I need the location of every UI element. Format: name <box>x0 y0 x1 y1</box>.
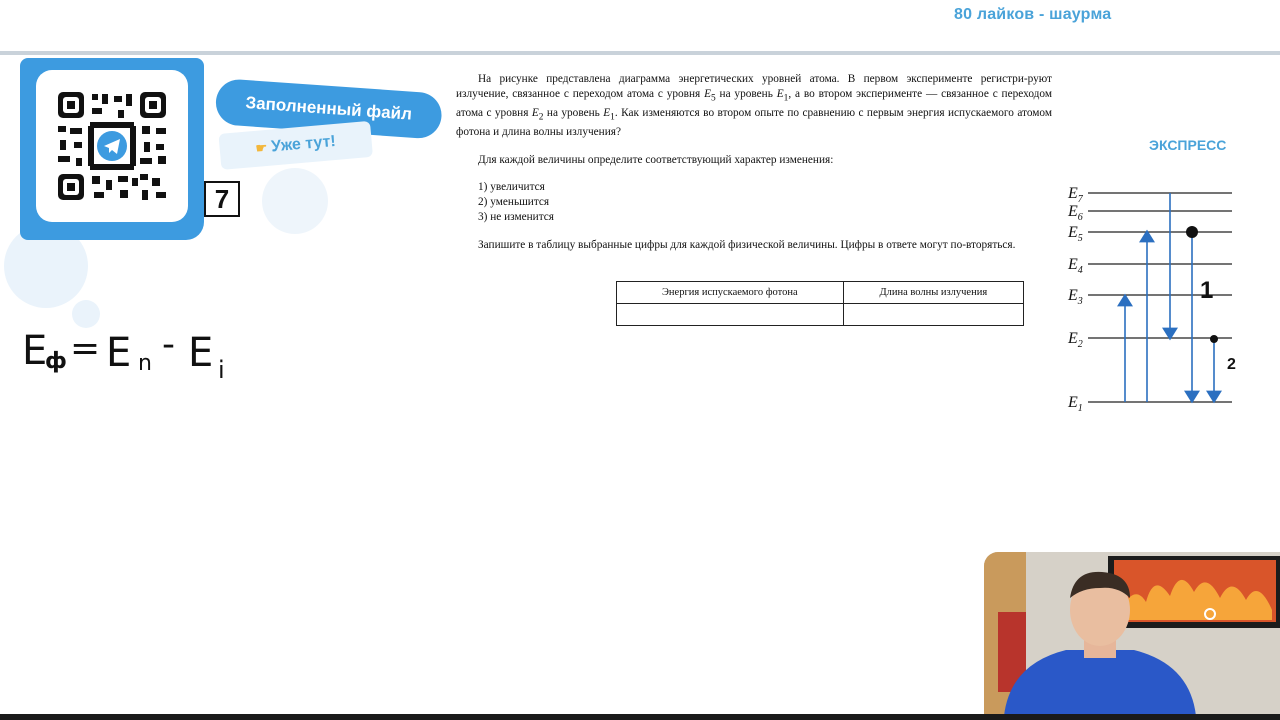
table-header-wavelength: Длина волны излучения <box>843 282 1023 304</box>
level-label-e1: $E_1$ <box>1068 394 1083 414</box>
marker-dot-e5 <box>1186 226 1198 238</box>
problem-text: на уровень <box>715 87 777 100</box>
formula-eq: = <box>70 328 101 369</box>
formula-term2-sub: i <box>218 356 225 384</box>
answer-cell-wavelength[interactable] <box>843 304 1023 326</box>
option-3: 3) не изменится <box>478 211 555 224</box>
pointing-hand-icon: ☛ <box>254 139 268 156</box>
formula-term2: E <box>188 330 214 376</box>
annotation-1: 1 <box>1200 277 1214 304</box>
option-2: 2) уменьшится <box>478 196 550 209</box>
problem-paragraph-2: Для каждой величины определите соответствующий характер изменения: <box>478 153 834 166</box>
qr-code[interactable] <box>36 70 188 222</box>
table-header-energy: Энергия испускаемого фотона <box>617 282 844 304</box>
express-label: ЭКСПРЕСС <box>1149 137 1227 153</box>
level-subscript: 1 <box>783 93 789 104</box>
formula-minus: - <box>162 324 175 365</box>
webcam-image <box>984 552 1280 716</box>
level-symbol: E <box>531 106 539 119</box>
level-subscript: 1 <box>610 112 615 123</box>
formula-term1: E <box>106 330 132 376</box>
problem-paragraph-3: Запишите в таблицу выбранные цифры для каждой физической величины. Цифры в ответе могут по-вторяться. <box>478 238 1016 251</box>
marker-dot-e2 <box>1210 335 1218 343</box>
level-label-e4: $E_4$ <box>1068 256 1083 276</box>
level-symbol: E <box>776 87 784 100</box>
qr-code-image <box>36 70 188 222</box>
formula-lhs-sub: ф <box>45 349 67 374</box>
annotation-2: 2 <box>1227 356 1236 373</box>
answer-cell-energy[interactable] <box>617 304 844 326</box>
option-1: 1) увеличится <box>478 181 545 194</box>
webcam-video <box>984 552 1280 716</box>
header-divider <box>0 51 1280 55</box>
handwritten-formula <box>20 316 250 386</box>
table-row <box>617 304 1024 326</box>
already-here-pill[interactable] <box>218 121 373 170</box>
problem-text: На рисунке представлена диаграмма энергетических уровней атома. В первом эксперименте регистри-руют излучение, связанное с переходом атома с уровня <box>456 73 1052 100</box>
level-label-e5: $E_5$ <box>1068 224 1083 244</box>
level-subscript: 2 <box>538 112 544 123</box>
table-header-row <box>617 282 1024 304</box>
level-subscript: 5 <box>710 93 716 104</box>
level-symbol: E <box>603 106 611 119</box>
bottom-bar <box>0 714 1280 720</box>
filled-file-pill[interactable]: Заполненный файл <box>214 78 443 140</box>
qr-code-card[interactable] <box>20 58 204 240</box>
level-label-e6: $E_6$ <box>1068 203 1083 223</box>
answer-table <box>616 281 1024 326</box>
problem-text: на уровень <box>543 106 604 119</box>
problem-text: , а во втором эксперименте — связанное с переходом атома с уровня <box>456 87 1052 119</box>
formula-lhs: E <box>22 328 48 374</box>
level-label-e3: $E_3$ <box>1068 287 1083 307</box>
already-here-label: Уже тут! <box>270 132 337 156</box>
level-symbol: E <box>704 87 711 100</box>
promo-banner-text: 80 лайков - шаурма <box>954 6 1112 23</box>
task-number-box: 7 <box>204 181 240 217</box>
decor-bubble-right <box>262 168 328 234</box>
problem-statement <box>456 72 1052 253</box>
problem-text: . Как изменяются во втором опыте по сравнению с первым энергия испускаемого атомом фотона и длина волны излучения? <box>456 106 1052 138</box>
level-label-e2: $E_2$ <box>1068 330 1083 350</box>
energy-level-diagram <box>1060 176 1250 416</box>
formula-term1-sub: n <box>138 351 152 376</box>
level-label-e7: $E_7$ <box>1068 185 1083 205</box>
problem-paragraph-1 <box>456 72 1052 140</box>
